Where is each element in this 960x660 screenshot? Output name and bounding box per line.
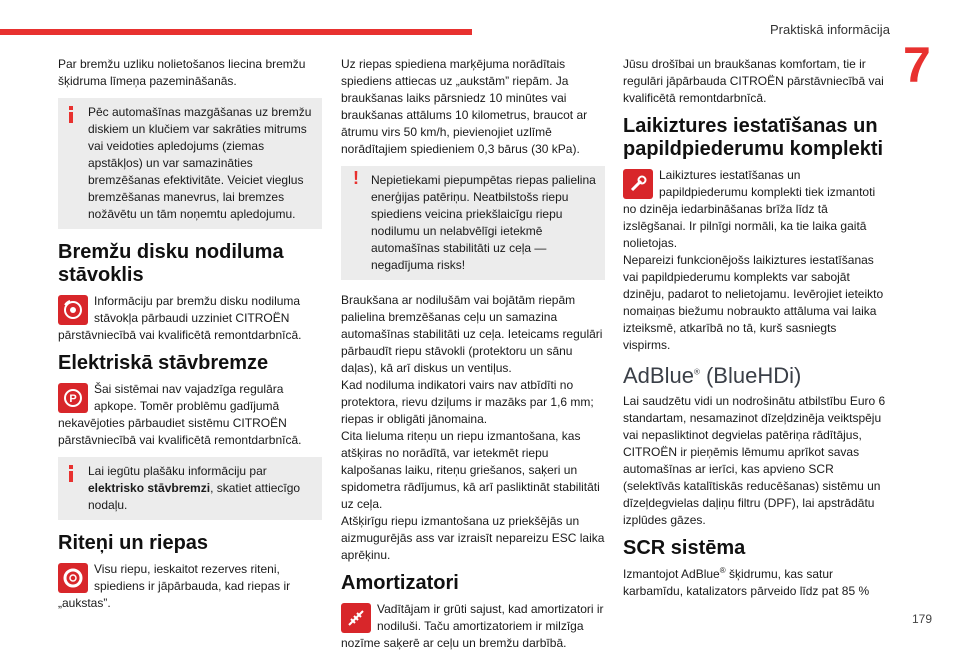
paragraph: Atšķirīgu riepu izmantošana uz priekšējās un aizmugurējās ass var izraisīt nepareizu ESC laika aprēķinu. xyxy=(341,514,605,562)
block-text: Visu riepu, ieskaitot rezerves riteni, spiediens ir jāpārbauda, kad riepas ir „aukstas”. xyxy=(58,562,291,610)
paragraph: Par bremžu uzliku nolietošanos liecina bremžu šķidruma līmeņa pazemināšanās. xyxy=(58,57,306,88)
info-note xyxy=(58,457,322,520)
column-2 xyxy=(341,56,605,660)
brake-disc-block xyxy=(58,293,322,344)
note-bold: elektrisko stāvbremzi xyxy=(88,481,211,495)
heading-adblue xyxy=(623,364,887,387)
registered-mark: ® xyxy=(693,367,700,377)
block-text: Laikiztures iestatīšanas un papildpiederumu komplekti tiek izmantoti no dzinēja iedarbināšanas brīža līdz tā izslēgšanai. Ir pilnīgi normāli, ka tie laika gaitā nolietojas. xyxy=(623,168,876,250)
paragraph xyxy=(623,566,887,600)
tyre-icon xyxy=(58,563,88,593)
paragraph: Braukšana ar nodilušām vai bojātām riepām palielina bremzēšanas ceļu un samazina automašīnas stabilitāti uz ceļa. Ieteicams regulāri pārbaudīt riepu stāvokli (protektoru un sānu daļas), kā arī diskus un ventiļus. xyxy=(341,293,603,375)
block-text: Vadītājam ir grūti sajust, kad amortizatori ir nodiluši. Taču amortizatoriem ir milzīga nozīme saķerē ar ceļu un bremžu darbībā. xyxy=(341,602,604,650)
info-icon xyxy=(68,465,74,483)
heading-scr-system: SCR sistēma xyxy=(623,537,746,559)
heading-shock-absorbers: Amortizatori xyxy=(341,572,459,594)
wrench-icon xyxy=(623,169,653,199)
heading-text: AdBlue xyxy=(623,363,694,388)
registered-mark: ® xyxy=(719,566,726,575)
parking-brake-icon xyxy=(58,383,88,413)
paragraph: Jūsu drošībai un braukšanas komfortam, tie ir regulāri jāpārbauda CITROËN pārstāvniecībā vai kvalificētā remontdarbnīcā. xyxy=(623,57,884,105)
paragraph: Uz riepas spiediena marķējuma norādītais spiediens attiecas uz „aukstām” riepām. Ja braukšanas laiks pārsniedz 10 minūtes vai braukšanas attālums 10 kilometrus, braucot ar ātrumu virs 50 km/h, pievienojiet uzlīmē norādītajiem spiedieniem 0,3 bārus (30 kPa). xyxy=(341,57,588,156)
brake-disc-icon xyxy=(58,295,88,325)
heading-parking-brake: Elektriskā stāvbremze xyxy=(58,352,269,374)
svg-text:P: P xyxy=(69,393,77,405)
paragraph: Lai saudzētu vidi un nodrošinātu atbilstību Euro 6 standartam, nesamazinot dīzeļdzinēja veiktspēju vai nepasliktinot degvielas patēriņa rādītājus, CITROËN ir pieņēmis lēmumu aprīkot savas automašīnas ar ierīci, kas apvieno SCR (selektīvās katalītiskās reducēšanas) sistēmu un dīzeļdegvielas daļiņu filtru (DPF), lai apstrādātu izplūdes gāzes. xyxy=(623,394,886,527)
block-text: Šai sistēmai nav vajadzīga regulāra apkope. Tomēr problēmu gadījumā nekavējoties pārbaudiet sistēmu CITROËN pārstāvniecībā vai kvalificētā remontdarbnīcā. xyxy=(58,382,302,447)
note-text: Lai iegūtu plašāku informāciju par xyxy=(88,464,267,478)
page-number: 179 xyxy=(912,612,933,626)
paragraph-text: Izmantojot AdBlue xyxy=(623,567,720,581)
header-accent-bar xyxy=(0,29,472,35)
heading-text: (BlueHDi) xyxy=(699,363,802,388)
wheels-block xyxy=(58,561,322,612)
shock-absorber-icon xyxy=(341,603,371,633)
section-title: Praktiskā informācija xyxy=(770,22,890,37)
chapter-number: 7 xyxy=(903,37,931,93)
paragraph: Cita lieluma riteņu un riepu izmantošana, kas atšķiras no norādītā, var ietekmēt riepu kalpošanas laiku, riteņu griešanos, saķeri un spidometra rādījumus, kā arī pasliktināt stabilitāti uz ceļa. xyxy=(341,429,600,511)
paragraph-text: šķidrumu, kas satur karbamīdu, katalizators pārveido līdz pat 85 % xyxy=(623,567,870,598)
paragraph: Kad nodiluma indikatori vairs nav atbīdīti no protektora, rievu dziļums ir mazāks par 1,6 mm; riepas ir obligāti jānomaina. xyxy=(341,378,594,426)
warning-note xyxy=(341,166,605,280)
heading-timing-kits: Laikiztures iestatīšanas un papildpiederumu komplekti xyxy=(623,115,884,160)
parking-brake-block xyxy=(58,381,322,449)
info-note xyxy=(58,98,322,229)
warning-icon: ! xyxy=(353,168,359,188)
heading-brake-discs: Bremžu disku nodiluma stāvoklis xyxy=(58,241,284,286)
column-3 xyxy=(623,56,887,608)
timing-block xyxy=(623,167,887,252)
block-text: Informāciju par bremžu disku nodiluma stāvokļa pārbaudi uzziniet CITROËN pārstāvniecībā vai kvalificētā remontdarbnīcā. xyxy=(58,294,302,342)
column-1 xyxy=(58,56,322,620)
shock-absorber-block xyxy=(341,601,605,652)
note-text: Nepietiekami piepumpētas riepas palielina enerģijas patēriņu. Neatbilstošs riepu spiediens veicina priekšlaicīgu riepu nodilumu un nelabvēlīgi ietekmē automašīnas stabilitāti uz ceļa — negadījuma risks! xyxy=(371,173,596,272)
note-text: Pēc automašīnas mazgāšanas uz bremžu diskiem un klučiem var sakrāties mitrums vai veidoties apledojums (ziemas apstākļos) un var samazināties bremzēšanas efektivitāte. Veiciet vieglus bremzēšanas manevrus, lai bremzes nožāvētu un tām noņemtu apledojumu. xyxy=(88,105,312,221)
paragraph: Nepareizi funkcionējošs laikiztures iestatīšanas vai papildpiederumu komplekts var sabojāt dzinēju, padarot to nelietojamu. Ievērojiet ieteikto nomaiņas biežumu nobraukto attāluma vai laika izteiksmē, atkarībā no tā, kurš sasniegts vispirms. xyxy=(623,253,884,352)
info-icon xyxy=(68,106,74,124)
heading-wheels-tyres: Riteņi un riepas xyxy=(58,532,209,554)
note-text: , skatiet attiecīgo nodaļu. xyxy=(88,481,301,512)
